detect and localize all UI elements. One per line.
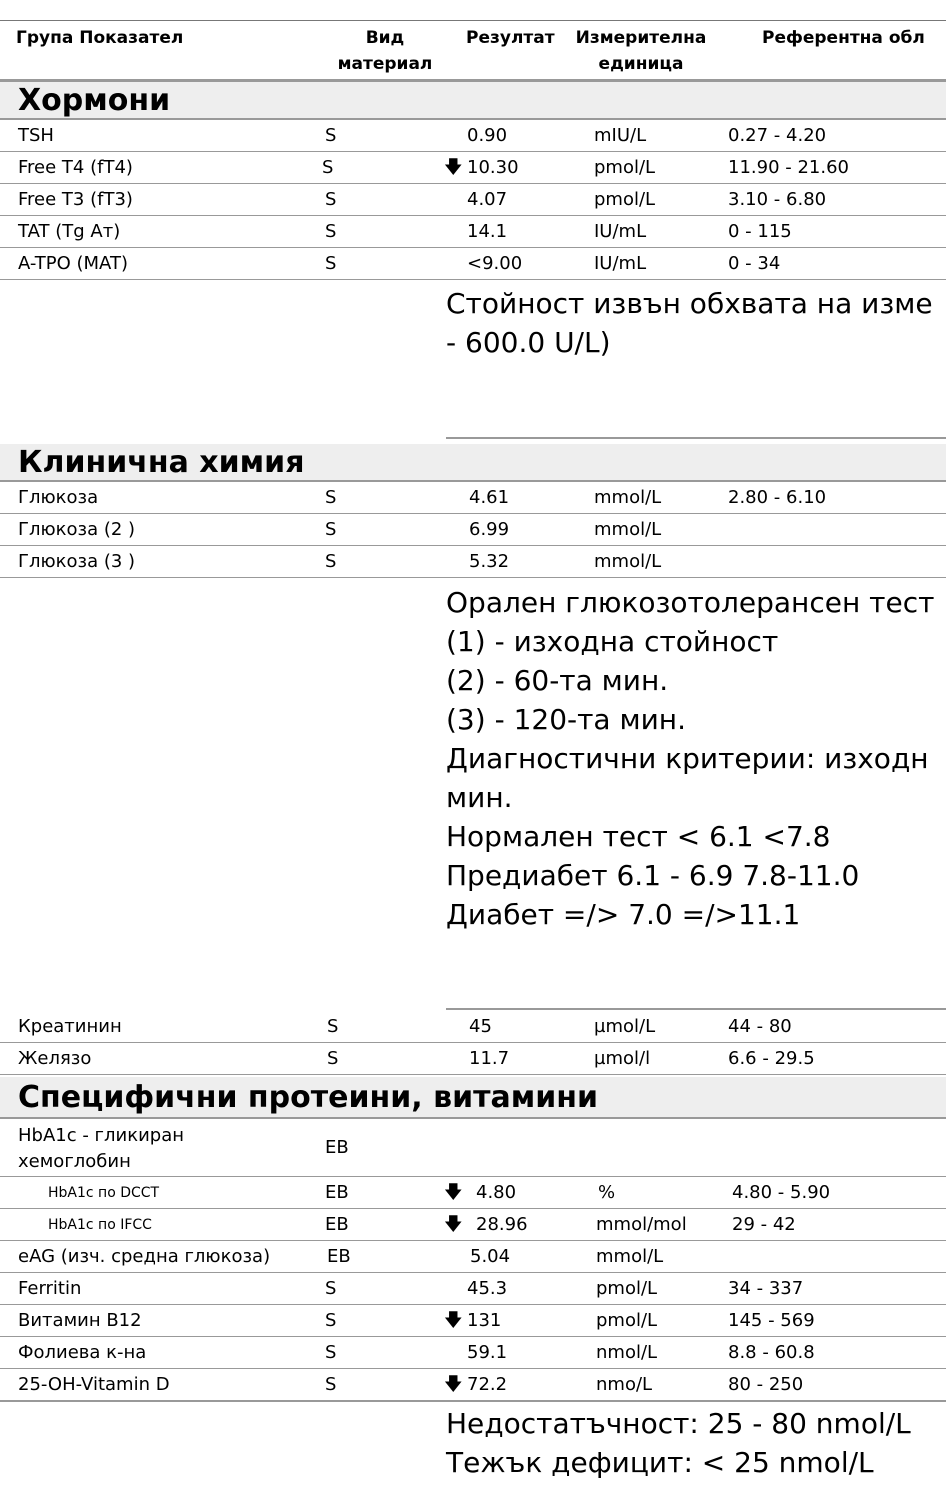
table-row (0, 120, 946, 152)
row-result: 28.96 (476, 1214, 528, 1235)
table-row (0, 1305, 946, 1337)
row-result: 131 (467, 1310, 502, 1331)
row-unit: pmol/L (596, 1310, 658, 1331)
row-result: 4.80 (476, 1182, 517, 1203)
row-name: Фолиева к-на (18, 1342, 147, 1363)
note-line: Орален глюкозотолерансен тест (446, 586, 935, 619)
row-material: EB (325, 1182, 349, 1203)
header-reference: Референтна обл (762, 28, 925, 48)
table-row (0, 184, 946, 216)
row-material: S (325, 487, 337, 508)
row-unit: nmol/L (596, 1342, 658, 1363)
low-flag-arrow-icon: 🡇 (444, 1182, 463, 1203)
row-result: <9.00 (467, 253, 523, 274)
note-line: (2) - 60-та мин. (446, 664, 669, 697)
low-flag-arrow-icon: 🡇 (444, 1310, 463, 1331)
row-name: TAT (Tg Ат) (18, 221, 121, 242)
note-line: - 600.0 U/L) (446, 326, 611, 359)
table-row (0, 514, 946, 546)
row-unit: mIU/L (594, 125, 647, 146)
note-line: Недостатъчност: 25 - 80 nmol/L (446, 1407, 911, 1440)
row-material: S (325, 221, 337, 242)
row-result: 5.04 (470, 1246, 511, 1267)
row-unit: µmol/l (594, 1048, 651, 1069)
row-reference: 0 - 115 (728, 221, 792, 242)
row-material: S (325, 519, 337, 540)
low-flag-arrow-icon: 🡇 (444, 157, 463, 178)
row-reference: 0.27 - 4.20 (728, 125, 827, 146)
row-result: 4.07 (467, 189, 508, 210)
header-material: Вид материал (337, 28, 433, 74)
row-result: 4.61 (469, 487, 510, 508)
row-unit: mmol/mol (596, 1214, 687, 1235)
section-hormones-title: Хормони (0, 82, 946, 120)
row-result: 14.1 (467, 221, 508, 242)
row-reference: 44 - 80 (728, 1016, 792, 1037)
row-result: 6.99 (469, 519, 510, 540)
row-result: 72.2 (467, 1374, 508, 1395)
row-material: EB (327, 1246, 351, 1267)
row-result: 45.3 (467, 1278, 508, 1299)
row-material: S (327, 1048, 339, 1069)
table-row (0, 152, 946, 184)
table-row (0, 1119, 946, 1177)
row-material: S (322, 157, 334, 178)
row-unit: mmol/L (594, 551, 662, 572)
row-unit: mmol/L (594, 519, 662, 540)
row-name: Free T3 (fT3) (18, 189, 133, 210)
row-material: S (325, 1374, 337, 1395)
row-unit: mmol/L (596, 1246, 664, 1267)
note-divider (446, 1008, 946, 1010)
row-reference: 80 - 250 (728, 1374, 804, 1395)
row-reference: 8.8 - 60.8 (728, 1342, 815, 1363)
row-unit: pmol/L (594, 189, 656, 210)
row-name: Ferritin (18, 1278, 82, 1299)
note-line: Нормален тест < 6.1 <7.8 (446, 820, 831, 853)
row-name: Креатинин (18, 1016, 122, 1037)
row-reference: 145 - 569 (728, 1310, 815, 1331)
table-row (0, 1177, 946, 1209)
table-row (0, 1241, 946, 1273)
row-name: eAG (изч. средна глюкоза) (18, 1246, 271, 1267)
hormones-note (446, 284, 933, 362)
low-flag-arrow-icon: 🡇 (444, 1374, 463, 1395)
note-line: (3) - 120-та мин. (446, 703, 687, 736)
header-result: Резултат (466, 28, 555, 48)
table-row (0, 1369, 946, 1402)
row-name: HbA1c по DCCT (48, 1185, 160, 1201)
row-result: 10.30 (467, 157, 519, 178)
table-row (0, 1273, 946, 1305)
table-row (0, 1209, 946, 1241)
note-line: Тежък дефицит: < 25 nmol/L (446, 1446, 874, 1479)
row-result: 11.7 (469, 1048, 510, 1069)
row-reference: 6.6 - 29.5 (728, 1048, 815, 1069)
row-name: Глюкоза (3 ) (18, 551, 136, 572)
vitamin-d-note (446, 1404, 911, 1482)
note-line: Стойност извън обхвата на изме (446, 287, 933, 320)
table-row (0, 546, 946, 578)
note-line: Диабет =/> 7.0 =/>11.1 (446, 898, 801, 931)
row-reference: 0 - 34 (728, 253, 781, 274)
row-name: Free T4 (fT4) (18, 157, 133, 178)
table-row (0, 248, 946, 280)
row-unit: nmo/L (596, 1374, 653, 1395)
row-material: S (325, 125, 337, 146)
row-name: Глюкоза (2 ) (18, 519, 136, 540)
row-material: EB (325, 1214, 349, 1235)
row-unit: IU/mL (594, 253, 647, 274)
row-material: S (325, 1310, 337, 1331)
note-line: (1) - изходна стойност (446, 625, 779, 658)
row-reference: 4.80 - 5.90 (732, 1182, 831, 1203)
row-name: 25-OH-Vitamin D (18, 1374, 170, 1395)
table-row (0, 1011, 946, 1043)
row-material: S (327, 1016, 339, 1037)
row-result: 5.32 (469, 551, 510, 572)
note-line: мин. (446, 781, 513, 814)
row-name: Витамин B12 (18, 1310, 142, 1331)
row-result: 45 (469, 1016, 492, 1037)
row-unit: µmol/L (594, 1016, 656, 1037)
table-row (0, 216, 946, 248)
table-header (0, 20, 946, 82)
note-line: Предиабет 6.1 - 6.9 7.8-11.0 (446, 859, 860, 892)
row-material: S (325, 189, 337, 210)
row-material: S (325, 551, 337, 572)
header-group: Група Показател (16, 28, 184, 48)
row-reference: 3.10 - 6.80 (728, 189, 827, 210)
section-clinical-chemistry-title: Клинична химия (0, 444, 946, 482)
section-proteins-vitamins-title: Специфични протеини, витамини (0, 1077, 946, 1119)
row-name: Желязо (18, 1048, 92, 1069)
row-reference: 11.90 - 21.60 (728, 157, 849, 178)
header-unit: Измерителна единица (575, 28, 707, 74)
table-row (0, 482, 946, 514)
row-material: S (325, 1278, 337, 1299)
row-material: EB (325, 1137, 349, 1158)
row-unit: IU/mL (594, 221, 647, 242)
low-flag-arrow-icon: 🡇 (444, 1214, 463, 1235)
row-unit: pmol/L (594, 157, 656, 178)
row-name: Глюкоза (18, 487, 99, 508)
row-name: A-TPO (MAT) (18, 253, 128, 274)
row-name: HbA1c по IFCC (48, 1217, 152, 1233)
note-line: Диагностични критерии: изходн (446, 742, 929, 775)
row-material: S (325, 1342, 337, 1363)
row-reference: 2.80 - 6.10 (728, 487, 827, 508)
row-result: 59.1 (467, 1342, 508, 1363)
row-name: HbA1c - гликиран хемоглобин (18, 1125, 185, 1172)
table-row (0, 1043, 946, 1075)
row-unit: pmol/L (596, 1278, 658, 1299)
row-unit: % (598, 1182, 616, 1203)
ogtt-note (446, 583, 934, 934)
row-reference: 29 - 42 (732, 1214, 796, 1235)
note-divider (446, 437, 946, 439)
row-name: TSH (18, 125, 54, 146)
row-material: S (325, 253, 337, 274)
row-result: 0.90 (467, 125, 508, 146)
table-row (0, 1337, 946, 1369)
row-reference: 34 - 337 (728, 1278, 804, 1299)
row-unit: mmol/L (594, 487, 662, 508)
